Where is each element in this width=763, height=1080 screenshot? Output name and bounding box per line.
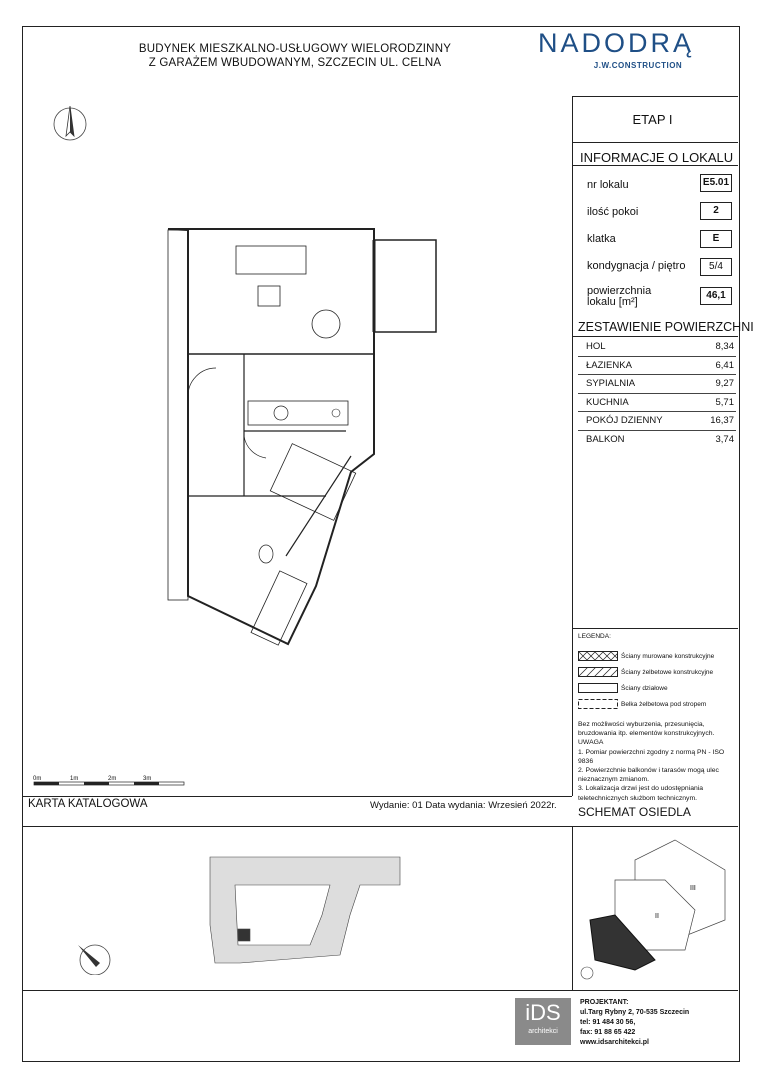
ids-logo-sub: architekci	[528, 1028, 558, 1035]
info-divider	[572, 165, 738, 166]
dining-table	[312, 310, 340, 338]
zest-row	[578, 357, 736, 376]
note-line: 3. Lokalizacja drzwi jest do udostępniania	[578, 785, 704, 793]
north-arrow-small-icon	[78, 945, 110, 975]
sofa	[236, 246, 306, 274]
header-divider	[572, 96, 738, 97]
balcony-outline	[374, 240, 436, 332]
info-label-floor: kondygnacja / piętro	[587, 260, 686, 272]
bottom-divider	[22, 826, 738, 827]
info-label-nr: nr lokalu	[587, 179, 629, 191]
zest-name: ŁAZIENKA	[586, 359, 632, 371]
key-plan	[60, 845, 420, 975]
karta-label: KARTA KATALOGOWA	[28, 798, 148, 810]
north-arrow-icon	[54, 106, 86, 140]
note-line: teletechnicznych służbom technicznym.	[578, 794, 697, 802]
legend-label: Ściany żelbetowe konstrukcyjne	[621, 668, 714, 676]
zest-row	[578, 412, 736, 431]
projektant-fax: fax: 91 88 65 422	[580, 1029, 636, 1036]
zest-value: 9,27	[715, 378, 734, 389]
scale-tick-0: 0m	[33, 776, 42, 782]
projektant-label: PROJEKTANT:	[580, 999, 629, 1006]
note-line: Bez możliwości wyburzenia, przesunięcia,	[578, 721, 705, 728]
title-line-1: BUDYNEK MIESZKALNO-USŁUGOWY WIELORODZINNY	[138, 43, 452, 55]
note-line: nieznacznym zmianom.	[578, 776, 650, 784]
zest-name: SYPIALNIA	[586, 378, 636, 389]
hatch-swatch-icon	[578, 667, 618, 677]
svg-text:III: III	[690, 885, 696, 892]
zestawienie-heading: ZESTAWIENIE POWIERZCHNI	[578, 320, 754, 334]
scale-bar	[34, 782, 184, 785]
apartment-wall	[168, 229, 374, 644]
zest-name: HOL	[586, 341, 606, 352]
zest-top-line	[572, 336, 738, 337]
notes	[578, 720, 738, 803]
section-divider	[22, 796, 572, 797]
title-line-2: Z GARAŻEM WBUDOWANYM, SZCZECIN UL. CELNA	[148, 57, 442, 69]
scale-tick-2: 2m	[108, 776, 117, 782]
zest-value: 6,41	[715, 359, 734, 371]
zest-name: BALKON	[586, 433, 625, 445]
zest-row	[578, 394, 736, 413]
zest-row	[578, 338, 736, 357]
zest-value: 3,74	[715, 433, 734, 445]
projektant-block	[580, 998, 689, 1048]
note-line: 9836	[578, 757, 594, 765]
projektant-www[interactable]: www.idsarchitekci.pl	[580, 1039, 649, 1046]
floor-plan	[26, 96, 571, 796]
schemat-divider	[572, 826, 573, 990]
zest-name: POKÓJ DZIENNY	[586, 415, 663, 426]
bed	[270, 444, 355, 521]
projektant-tel: tel: 91 484 30 56,	[580, 1019, 636, 1026]
info-label-area-2: lokalu [m²]	[587, 296, 638, 308]
footer-divider	[22, 990, 738, 991]
zest-row	[578, 431, 736, 449]
schemat-heading: SCHEMAT OSIEDLA	[578, 805, 691, 819]
right-column-divider	[572, 96, 573, 796]
scale-tick-1: 1m	[70, 776, 79, 782]
logo-text: NADODRĄ	[538, 28, 695, 58]
crosshatch-swatch-icon	[578, 651, 618, 661]
bathtub	[251, 571, 307, 645]
legend-top-line	[572, 628, 738, 629]
legend-heading: LEGENDA:	[578, 633, 611, 640]
legend-item	[578, 699, 738, 709]
north-arrow-tiny-icon	[581, 967, 593, 979]
note-line: UWAGA	[578, 739, 604, 747]
info-value-nr: E5.01	[700, 174, 732, 192]
company-logo	[538, 28, 738, 90]
project-title	[60, 42, 530, 70]
legend-label: Ściany działowe	[621, 684, 668, 692]
info-label-rooms: ilość pokoi	[587, 206, 639, 218]
ids-logo	[515, 998, 571, 1045]
zestawienie-table	[578, 338, 736, 448]
etap-divider	[572, 142, 738, 143]
zest-value: 8,34	[715, 341, 734, 352]
svg-text:II: II	[655, 913, 659, 920]
kitchen-counter	[248, 401, 348, 425]
zest-value: 16,37	[710, 415, 734, 426]
scale-tick-3: 3m	[143, 776, 152, 782]
legend	[578, 632, 738, 709]
ids-logo-text: iDS	[525, 1000, 561, 1025]
legend-label: Ściany murowane konstrukcyjne	[621, 652, 715, 660]
legend-item	[578, 683, 738, 693]
zest-value: 5,71	[715, 396, 734, 408]
legend-item	[578, 667, 738, 677]
info-label-stair: klatka	[587, 233, 616, 245]
zest-row	[578, 375, 736, 394]
note-line: 1. Pomiar powierzchni zgodny z normą PN - ISO	[578, 748, 725, 756]
building-footprint	[210, 857, 400, 963]
projektant-address: ul.Targ Rybny 2, 70-535 Szczecin	[580, 1009, 690, 1016]
etap-label: ETAP I	[632, 112, 673, 127]
info-heading: INFORMACJE O LOKALU	[580, 150, 734, 165]
info-value-floor: 5/4	[700, 258, 732, 276]
info-label-area-1: powierzchnia	[587, 285, 652, 297]
note-line: 2. Powierzchnie balkonów i tarasów mogą ulec	[578, 767, 719, 775]
zest-name: KUCHNIA	[586, 396, 629, 408]
legend-label: Belka żelbetowa pod stropem	[621, 700, 707, 708]
info-value-area: 46,1	[700, 287, 732, 305]
structural-wall	[168, 230, 188, 600]
info-value-stair: E	[700, 230, 732, 248]
wydanie-label: Wydanie: 01 Data wydania: Wrzesień 2022r.	[370, 800, 557, 811]
info-value-rooms: 2	[700, 202, 732, 220]
estate-schema	[575, 830, 737, 988]
logo-subtitle: J.W.CONSTRUCTION	[593, 61, 683, 70]
dashed-swatch-icon	[578, 699, 618, 709]
legend-item	[578, 651, 738, 661]
plain-swatch-icon	[578, 683, 618, 693]
note-line: bruzdowania itp. elementów konstrukcyjnych.	[578, 730, 715, 738]
